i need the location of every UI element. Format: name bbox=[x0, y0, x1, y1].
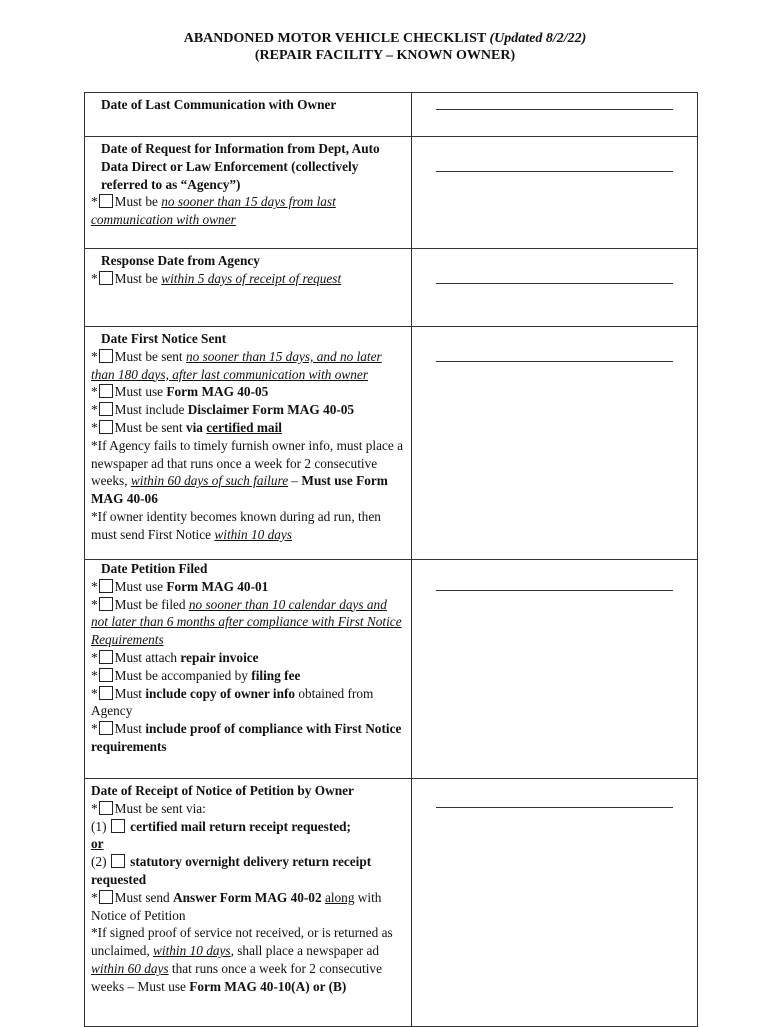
check-item: * Must be sent no sooner than 15 days, and no later than 180 days, after last communication with owner bbox=[91, 348, 382, 382]
title-updated: (Updated 8/2/22) bbox=[489, 31, 587, 46]
option-item: (2) statutory overnight delivery return receipt requested bbox=[91, 854, 372, 887]
row-request-date bbox=[85, 137, 698, 249]
checkbox[interactable] bbox=[99, 384, 113, 398]
check-item: * Must include copy of owner info obtained from Agency bbox=[91, 685, 374, 719]
checkbox[interactable] bbox=[99, 597, 113, 611]
date-entry-line[interactable] bbox=[436, 807, 673, 808]
check-item: * Must attach repair invoice bbox=[91, 649, 259, 665]
row-description bbox=[85, 779, 412, 1027]
checkbox[interactable] bbox=[99, 402, 113, 416]
check-item: * Must be filed no sooner than 10 calendar days and not later than 6 months after compliance with First Notice Requirements bbox=[91, 596, 402, 648]
row-description bbox=[85, 93, 412, 137]
note: *If owner identity becomes known during ad run, then must send First Notice within 10 days bbox=[91, 508, 381, 542]
row-first-notice bbox=[85, 327, 698, 560]
row-description bbox=[85, 249, 412, 327]
checkbox[interactable] bbox=[99, 650, 113, 664]
date-entry-line[interactable] bbox=[436, 283, 673, 284]
row-heading: Date First Notice Sent bbox=[101, 331, 227, 346]
date-entry-line[interactable] bbox=[436, 171, 673, 172]
row-heading: Response Date from Agency bbox=[101, 253, 260, 268]
check-item: * Must be accompanied by filing fee bbox=[91, 667, 301, 683]
checkbox[interactable] bbox=[99, 349, 113, 363]
date-entry-cell[interactable] bbox=[412, 93, 698, 137]
row-response-date bbox=[85, 249, 698, 327]
date-entry-cell[interactable] bbox=[412, 560, 698, 779]
checkbox[interactable] bbox=[99, 686, 113, 700]
checkbox[interactable] bbox=[99, 668, 113, 682]
checkbox[interactable] bbox=[99, 721, 113, 735]
row-description bbox=[85, 327, 412, 560]
title-subtitle: (REPAIR FACILITY – KNOWN OWNER) bbox=[254, 48, 516, 63]
check-item: * Must be no sooner than 15 days from last communication with owner bbox=[91, 194, 336, 228]
checkbox[interactable] bbox=[99, 420, 113, 434]
check-item: * Must be sent via certified mail bbox=[91, 419, 282, 435]
check-item: * Must use Form MAG 40-05 bbox=[91, 384, 269, 400]
date-entry-cell[interactable] bbox=[412, 779, 698, 1027]
option-or: or bbox=[91, 836, 104, 852]
date-entry-line[interactable] bbox=[436, 361, 673, 362]
checklist-table bbox=[84, 92, 698, 1027]
check-item: * Must include Disclaimer Form MAG 40-05 bbox=[91, 402, 355, 418]
row-last-communication bbox=[85, 93, 698, 137]
row-notice-of-petition bbox=[85, 779, 698, 1027]
date-entry-cell[interactable] bbox=[412, 249, 698, 327]
document-title bbox=[0, 30, 770, 64]
row-heading: Date Petition Filed bbox=[101, 561, 208, 576]
title-line-1 bbox=[0, 30, 770, 47]
check-item: * Must be within 5 days of receipt of request bbox=[91, 270, 342, 286]
note: *If signed proof of service not received, or is returned as unclaimed, within 10 days, shall place a newspaper ad within 60 days that runs once a week for 2 consecutive weeks – Must use Form MAG 40-10(A) or (B) bbox=[91, 925, 393, 994]
checkbox[interactable] bbox=[99, 801, 113, 815]
row-petition-filed bbox=[85, 560, 698, 779]
checkbox[interactable] bbox=[99, 890, 113, 904]
row-description bbox=[85, 560, 412, 779]
check-item: * Must include proof of compliance with First Notice requirements bbox=[91, 721, 402, 754]
check-item: * Must send Answer Form MAG 40-02 along with Notice of Petition bbox=[91, 889, 382, 923]
row-description bbox=[85, 137, 412, 249]
date-entry-cell[interactable] bbox=[412, 137, 698, 249]
row-heading: Date of Request for Information from Dept, Auto Data Direct or Law Enforcement (collectively referred to as “Agency”) bbox=[101, 141, 380, 192]
option-item: (1) certified mail return receipt requested; bbox=[91, 818, 351, 834]
row-heading: Date of Receipt of Notice of Petition by Owner bbox=[91, 783, 354, 798]
date-entry-cell[interactable] bbox=[412, 327, 698, 560]
checkbox[interactable] bbox=[111, 854, 125, 868]
title-main: ABANDONED MOTOR VEHICLE CHECKLIST bbox=[183, 31, 486, 46]
row-heading: Date of Last Communication with Owner bbox=[101, 97, 337, 112]
check-item: * Must be sent via: bbox=[91, 800, 206, 816]
checkbox[interactable] bbox=[99, 579, 113, 593]
note: *If Agency fails to timely furnish owner info, must place a newspaper ad that runs once a week for 2 consecutive weeks, within 60 days of such failure – Must use Form MAG 40-06 bbox=[91, 437, 404, 507]
checkbox[interactable] bbox=[99, 271, 113, 285]
date-entry-line[interactable] bbox=[436, 109, 673, 110]
date-entry-line[interactable] bbox=[436, 590, 673, 591]
checkbox[interactable] bbox=[111, 819, 125, 833]
checkbox[interactable] bbox=[99, 194, 113, 208]
check-item: * Must use Form MAG 40-01 bbox=[91, 578, 269, 594]
